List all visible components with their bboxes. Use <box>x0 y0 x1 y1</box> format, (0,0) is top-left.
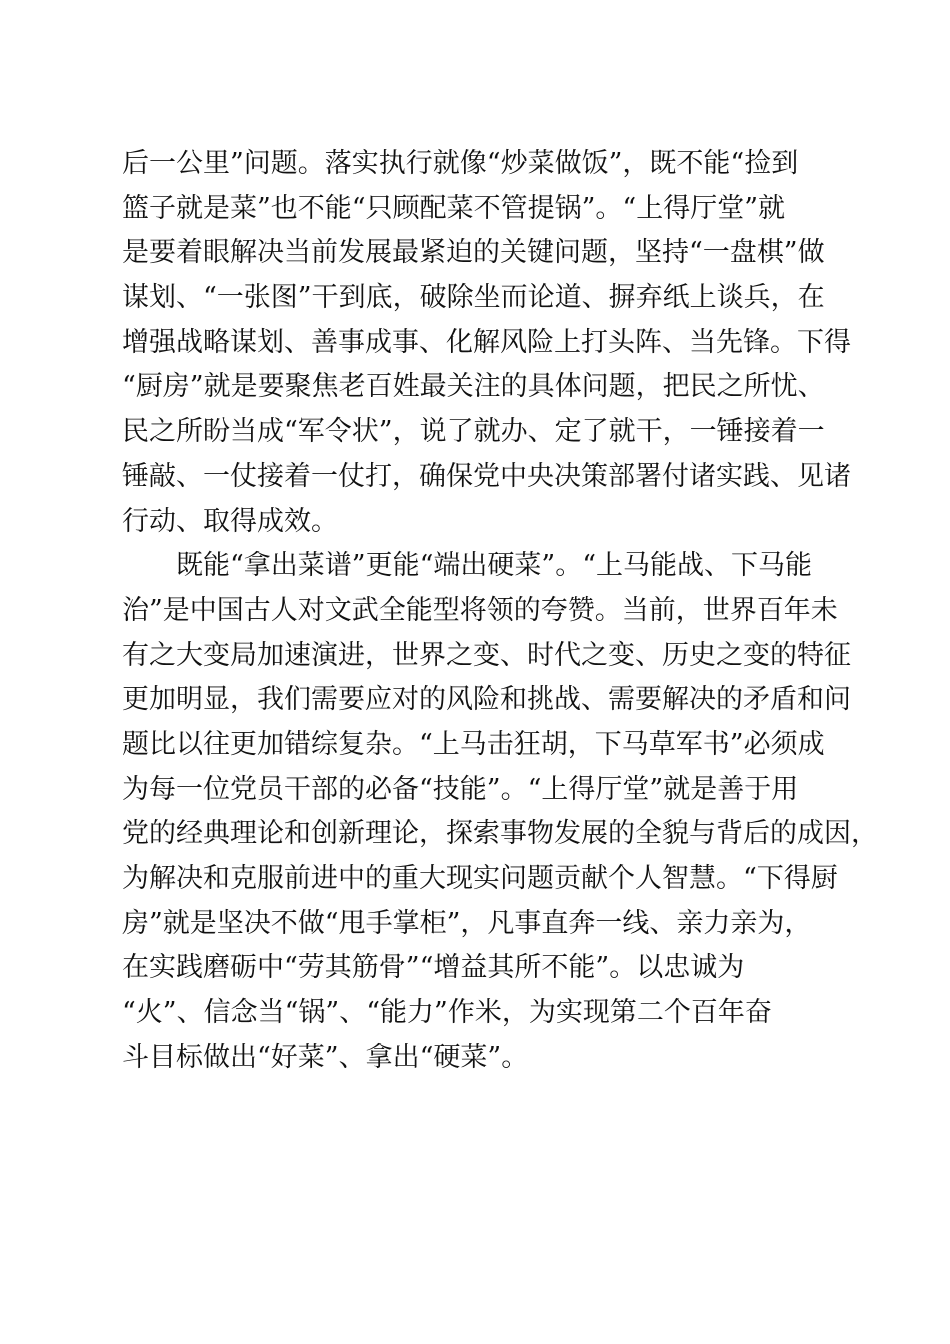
text-line: 为解决和克服前进中的重大现实问题贡献个人智慧。“下得厨 <box>122 863 838 894</box>
text-line: 是要着眼解决当前发展最紧迫的关键问题，坚持“一盘棋”做 <box>122 237 825 269</box>
text-line: 行动、取得成效。 <box>122 505 338 537</box>
text-line: 斗目标做出“好菜”、拿出“硬菜”。 <box>122 1041 529 1073</box>
text-line: 题比以往更加错综复杂。“上马击狂胡，下马草军书”必须成 <box>122 728 825 760</box>
body-text <box>122 142 878 1080</box>
text-line: 房”就是坚决不做“甩手掌柜”，凡事直奔一线、亲力亲为， <box>122 907 812 939</box>
text-line: 锤敲、一仗接着一仗打，确保党中央决策部署付诸实践、见诸 <box>122 460 851 492</box>
text-line: 更加明显，我们需要应对的风险和挑战、需要解决的矛盾和问 <box>122 684 851 716</box>
text-line: 谋划、“一张图”干到底，破除坐而论道、摒弃纸上谈兵，在 <box>122 282 825 314</box>
text-line: 党的经典理论和创新理论，探索事物发展的全貌与背后的成因， <box>122 818 878 850</box>
paragraph-start-line: 既能“拿出菜谱”更能“端出硬菜”。“上马能战、下马能 <box>122 550 813 582</box>
text-line: 增强战略谋划、善事成事、化解风险上打头阵、当先锋。下得 <box>122 326 851 358</box>
text-line: 后一公里”问题。落实执行就像“炒菜做饭”，既不能“捡到 <box>122 148 799 179</box>
text-line: 治”是中国古人对文武全能型将领的夸赞。当前，世界百年未 <box>122 594 838 626</box>
text-line: 有之大变局加速演进，世界之变、时代之变、历史之变的特征 <box>122 639 851 671</box>
text-line: 篮子就是菜”也不能“只顾配菜不管提锅”。“上得厅堂”就 <box>122 192 786 224</box>
text-line: 民之所盼当成“军令状”，说了就办、定了就干，一锤接着一 <box>122 416 825 448</box>
text-line: 在实践磨砺中“劳其筋骨”“增益其所不能”。以忠诚为 <box>122 952 745 984</box>
text-line: “厨房”就是要聚焦老百姓最关注的具体问题，把民之所忧、 <box>122 371 825 403</box>
text-line: 为每一位党员干部的必备“技能”。“上得厅堂”就是善于用 <box>122 773 799 805</box>
text-line: “火”、信念当“锅”、“能力”作米，为实现第二个百年奋 <box>122 997 772 1029</box>
